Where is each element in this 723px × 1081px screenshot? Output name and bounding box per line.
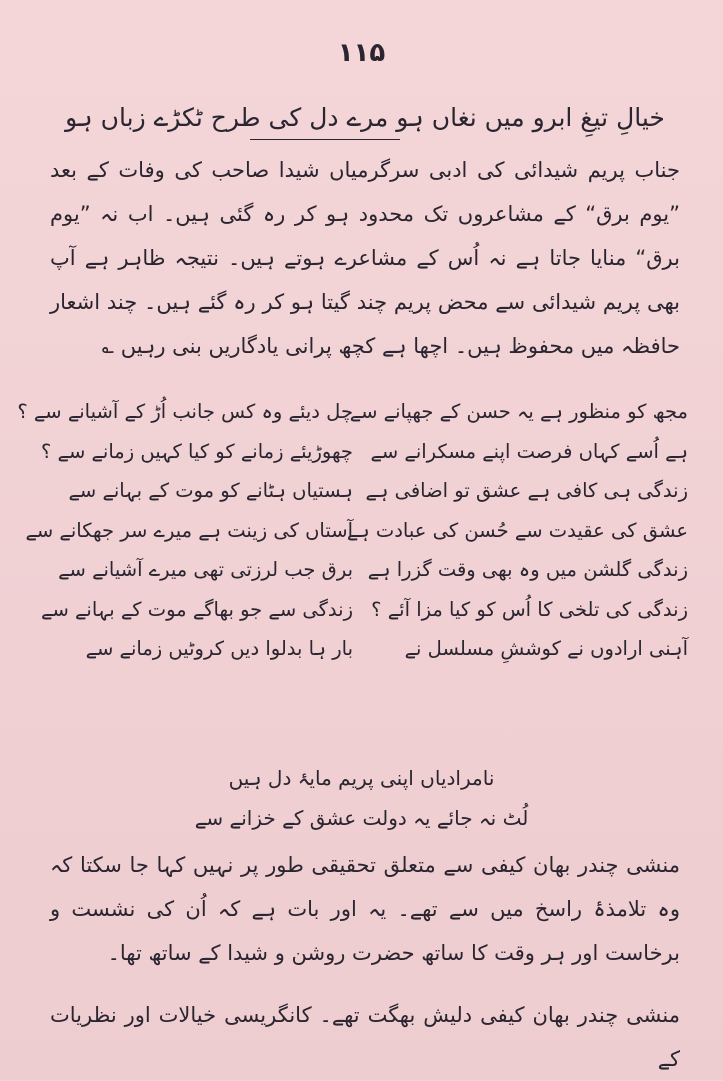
couplet-line: مجھ کو منظور ہے یہ حسن کے جھپانے سے (349, 400, 688, 424)
couplet-line: زندگی سے جو بھاگے موت کے بہانے سے (41, 597, 353, 621)
couplet-line: زندگی کی تلخی کا اُس کو کیا مزا آئے ؟ (371, 597, 688, 621)
couplet-line: زندگی گلشن میں وہ بھی وقت گزرا ہے (367, 558, 688, 582)
closing-line: لُٹ نہ جائے یہ دولت عشق کے خزانے سے (194, 806, 529, 830)
paragraph-kaifi-politics: منشی چندر بھان کیفی دلیش بھگت تھے۔ کانگریسی خیالات اور نظریات کے (50, 1003, 680, 1071)
couplet-line: چھوڑیئے زمانے کو کیا کہیں زمانے سے ؟ (41, 439, 353, 463)
heading-couplet: خیالِ تیغِ ابرو میں نغاں ہو مرے دل کی طرح ٹکڑے زباں ہو (65, 103, 665, 132)
couplet-row (25, 511, 688, 551)
heading-underline (250, 139, 400, 140)
couplet-line: آستاں کی زینت ہے میرے سر جھکانے سے (25, 518, 353, 542)
closing-line: نامرادیاں اپنی پریم مایۂ دل ہیں (228, 766, 495, 790)
couplet-line: آہنی ارادوں نے کوششِ مسلسل نے (404, 637, 688, 661)
couplet-row (41, 432, 688, 472)
paragraph-kaifi: منشی چندر بھان کیفی سے متعلق تحقیقی طور پر نہیں کہا جا سکتا کہ وہ تلامذۂ راسخ میں سے تھے۔ یہ اور بات ہے کہ اُن کی نشست و برخاست اور ہر وقت کا ساتھ حضرت روشن و شیدا کے ساتھ تھا۔ (50, 853, 680, 965)
couplet-line: عشق کی عقیدت سے حُسن کی عبادت ہے (346, 518, 688, 542)
couplet-row (41, 590, 688, 630)
ghazal-couplets (17, 392, 688, 669)
couplet-row (48, 629, 688, 669)
closing-couplet (0, 758, 723, 838)
couplet-row (17, 392, 688, 432)
couplet-row (48, 550, 688, 590)
couplet-line: ہستیاں ہٹانے کو موت کے بہانے سے (68, 479, 353, 503)
couplet-line: بار ہا بدلوا دیں کروٹیں زمانے سے (85, 637, 353, 661)
page-number: ۱۱۵ (337, 38, 386, 68)
couplet-line: برق جب لرزتی تھی میرے آشیانے سے (58, 558, 353, 582)
paragraph-intro: جناب پریم شیدائی کی ادبی سرگرمیاں شیدا صاحب کی وفات کے بعد ”یوم برق“ کے مشاعروں تک محدود ہو کر رہ گئی ہیں۔ اب نہ ”یوم برق“ منایا جاتا ہے نہ اُس کے مشاعرے ہوتے ہیں۔ نتیجہ ظاہر ہے آپ بھی پریم شیدائی سے محض پریم چند گیتا ہو کر رہ گئے ہیں۔ چند اشعار حافظہ میں محفوظ ہیں۔ اچھا ہے کچھ پرانی یادگاریں بنی رہیں ؎ (50, 158, 680, 358)
couplet-line: ہے اُسے کہاں فرصت اپنے مسکرانے سے (370, 439, 688, 463)
couplet-row (48, 471, 688, 511)
couplet-line: زندگی ہی کافی ہے عشق تو اضافی ہے (365, 479, 688, 503)
couplet-line: چل دیئے وہ کس جانب اُڑ کے آشیانے سے ؟ (17, 400, 353, 424)
